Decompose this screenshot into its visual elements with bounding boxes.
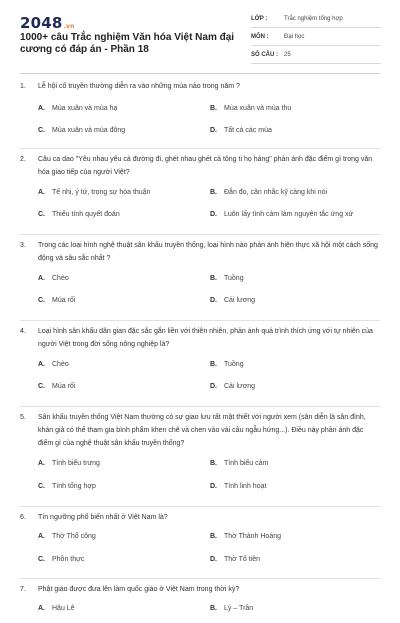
option-text: Tuồng [224, 361, 244, 368]
document-meta [251, 14, 381, 68]
option-letter: A. [38, 275, 45, 282]
option-text: Tính biểu trưng [52, 460, 100, 467]
option-text: Tuồng [224, 275, 244, 282]
question-number: 7. [20, 586, 26, 593]
option-letter: A. [38, 361, 45, 368]
meta-subject-value: Đại học [284, 34, 305, 40]
answer-option[interactable] [38, 105, 117, 112]
question-number: 4. [20, 328, 26, 335]
answer-option[interactable] [210, 297, 255, 304]
option-letter: D. [210, 383, 217, 390]
header-divider [20, 73, 380, 74]
question-text: Câu ca dao "Yêu nhau yêu cả đường đi, ghét nhau ghét cả tông ti họ hàng" phản ánh đặc điểm gì trong văn hóa giao tiếp của người Việt? [38, 156, 373, 176]
answer-option[interactable] [38, 556, 84, 563]
option-text: Mùa xuân và mùa thu [224, 105, 292, 112]
answer-option[interactable] [210, 533, 281, 540]
question-text: Lễ hội cổ truyền thường diễn ra vào những mùa nào trong năm ? [38, 83, 240, 90]
answer-option[interactable] [210, 211, 353, 218]
option-text: Lý – Trần [224, 605, 254, 612]
meta-count [251, 50, 381, 64]
option-letter: C. [38, 383, 45, 390]
answer-option[interactable] [210, 383, 255, 390]
question-item [20, 583, 380, 623]
option-text: Thờ Thổ công [52, 533, 96, 540]
answer-option[interactable] [38, 189, 150, 196]
answer-option[interactable] [38, 275, 69, 282]
question-text: Phật giáo được đưa lên làm quốc giáo ở Việt Nam trong thời kỳ? [38, 586, 240, 593]
site-logo[interactable] [20, 14, 75, 32]
option-letter: C. [38, 297, 45, 304]
option-letter: B. [210, 189, 217, 196]
option-text: Thờ Thành Hoàng [224, 533, 281, 540]
option-text: Thờ Tổ tiên [224, 556, 260, 563]
option-text: Cải lương [224, 297, 256, 304]
option-letter: A. [38, 533, 45, 540]
option-letter: B. [210, 105, 217, 112]
question-item [20, 411, 380, 507]
option-letter: A. [38, 605, 45, 612]
option-text: Mùa xuân và mùa đông [52, 127, 126, 134]
option-letter: C. [38, 556, 45, 563]
answer-option[interactable] [210, 361, 244, 368]
option-letter: B. [210, 460, 217, 467]
meta-count-value: 25 [284, 52, 291, 58]
answer-option[interactable] [38, 460, 100, 467]
option-text: Chèo [52, 361, 69, 368]
answer-option[interactable] [38, 211, 120, 218]
answer-option[interactable] [38, 383, 75, 390]
meta-class-label: LỚP : [251, 16, 268, 22]
logo-domain: .vn [63, 23, 75, 30]
question-item [20, 511, 380, 579]
answer-option[interactable] [210, 460, 268, 467]
option-text: Cải lương [224, 383, 256, 390]
option-text: Tất cả các mùa [224, 127, 272, 134]
answer-option[interactable] [38, 483, 96, 490]
option-text: Tính linh hoạt [224, 483, 267, 490]
answer-option[interactable] [38, 127, 125, 134]
answer-option[interactable] [38, 605, 75, 612]
question-number: 2. [20, 156, 26, 163]
question-number: 1. [20, 83, 26, 90]
option-text: Múa rối [52, 297, 76, 304]
option-letter: A. [38, 189, 45, 196]
option-text: Hậu Lê [52, 605, 75, 612]
question-text: Tín ngưỡng phổ biến nhất ở Việt Nam là? [38, 514, 168, 521]
option-text: Tế nhị, ý tứ, trọng sự hòa thuận [52, 189, 151, 196]
question-item [20, 153, 380, 235]
answer-option[interactable] [210, 483, 266, 490]
option-letter: C. [38, 127, 45, 134]
option-letter: C. [38, 483, 45, 490]
question-text: Trong các loại hình nghệ thuật sân khấu truyền thống, loại hình nào phản ánh hiện thực xã hội một cách sống động và sâu sắc nhất ? [38, 242, 378, 262]
question-text: Loại hình sân khấu dân gian đặc sắc gắn liền với thiên nhiên, phản ánh quá trình thích ứng với tự nhiên của người Việt trong đời sống nông nghiệp là? [38, 328, 373, 348]
option-letter: D. [210, 297, 217, 304]
meta-subject [251, 32, 381, 46]
option-letter: B. [210, 361, 217, 368]
option-letter: B. [210, 533, 217, 540]
option-text: Phồn thực [52, 556, 85, 563]
option-text: Đắn đo, cân nhắc kỹ càng khi nói [224, 189, 328, 196]
option-text: Thiếu tính quyết đoán [52, 211, 120, 218]
option-text: Tính tổng hợp [52, 483, 96, 490]
option-letter: C. [38, 211, 45, 218]
answer-option[interactable] [210, 605, 253, 612]
meta-class-value: Trắc nghiệm tổng hợp [284, 16, 343, 22]
option-letter: A. [38, 460, 45, 467]
option-letter: D. [210, 127, 217, 134]
option-letter: D. [210, 211, 217, 218]
answer-option[interactable] [210, 275, 244, 282]
option-letter: A. [38, 105, 45, 112]
option-letter: B. [210, 275, 217, 282]
meta-count-label: SỐ CÂU : [251, 52, 278, 58]
logo-main: 2048 [20, 14, 63, 32]
page-title: 1000+ câu Trắc nghiệm Văn hóa Việt Nam đại cương có đáp án - Phần 18 [20, 32, 235, 55]
option-letter: D. [210, 483, 217, 490]
option-text: Luôn lấy tình cảm làm nguyên tắc ứng xử [224, 211, 354, 218]
option-text: Chèo [52, 275, 69, 282]
answer-option[interactable] [38, 533, 96, 540]
answer-option[interactable] [38, 361, 69, 368]
question-item [20, 80, 380, 149]
meta-class [251, 14, 381, 28]
answer-option[interactable] [210, 105, 291, 112]
answer-option[interactable] [210, 127, 272, 134]
answer-option[interactable] [38, 297, 75, 304]
answer-option[interactable] [210, 189, 327, 196]
question-text: Sân khấu truyền thống Việt Nam thường có sự giao lưu rất mật thiết với người xem (sân diễn là sân đình, khán giả có thể tham gia bình phẩm khen chê và chen vào vài câu ngẫu hứng...). Điều này phản ánh đặc điểm gì của nghệ thuật sân khấu truyền thống? [38, 414, 366, 447]
option-letter: D. [210, 556, 217, 563]
document-header [0, 0, 400, 82]
question-list [0, 80, 400, 623]
option-letter: B. [210, 605, 217, 612]
question-number: 5. [20, 414, 26, 421]
question-item [20, 239, 380, 321]
option-text: Mùa xuân và mùa hạ [52, 105, 118, 112]
option-text: Múa rối [52, 383, 76, 390]
question-item [20, 325, 380, 407]
option-text: Tính biểu cảm [224, 460, 269, 467]
question-number: 6. [20, 514, 26, 521]
question-number: 3. [20, 242, 26, 249]
answer-option[interactable] [210, 556, 260, 563]
meta-subject-label: MÔN : [251, 34, 269, 40]
